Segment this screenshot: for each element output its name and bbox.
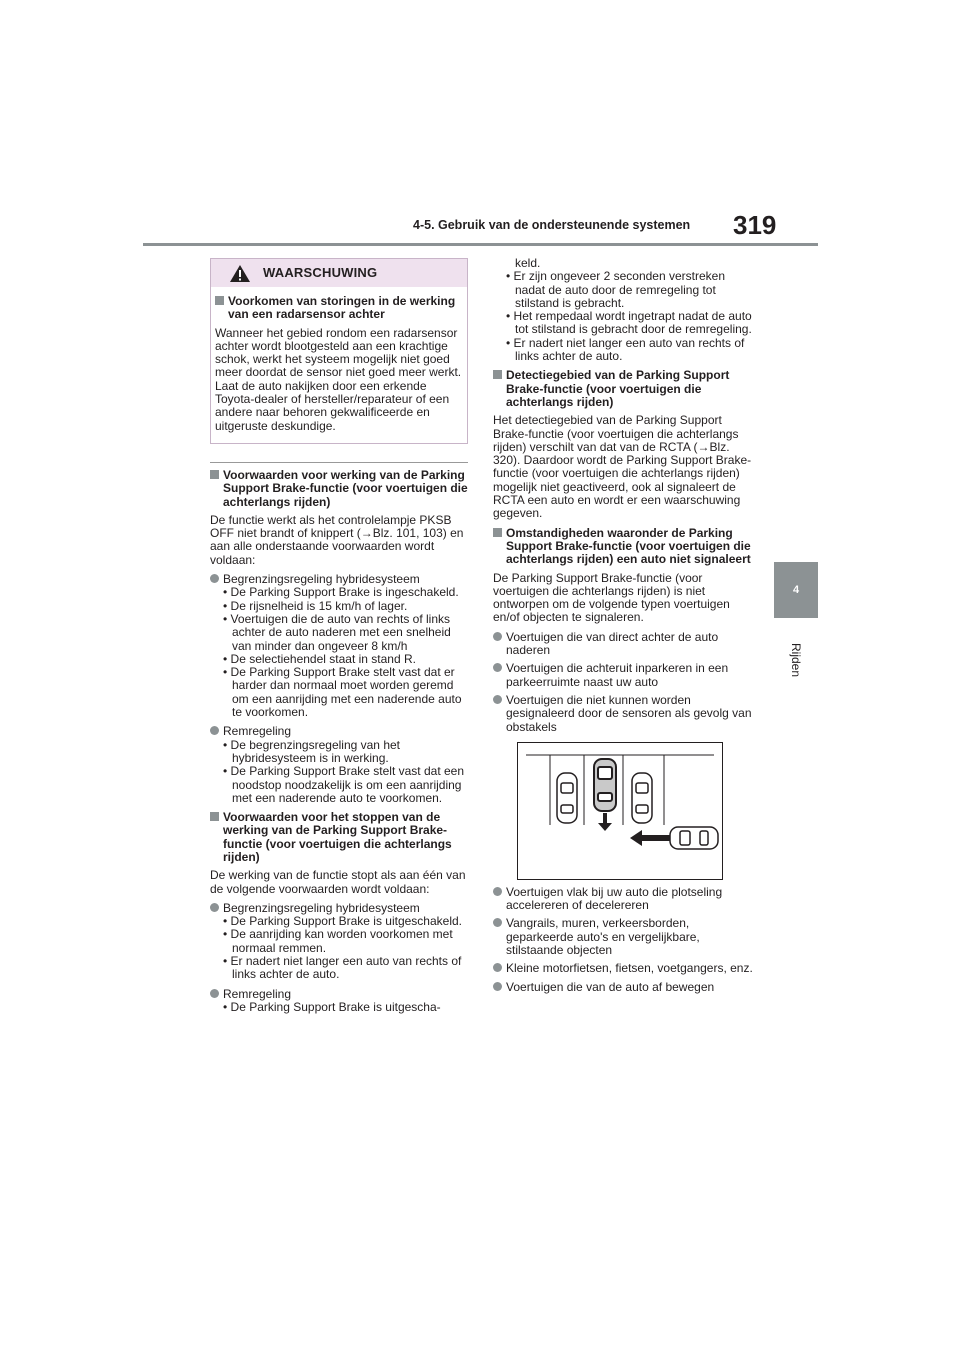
square-bullet-icon <box>215 296 224 305</box>
bullet-text: Voertuigen die niet kunnen worden gesignaleerd door de sensoren als gevolg van obstakels <box>506 692 752 734</box>
bullet-item <box>210 902 468 915</box>
warning-box <box>210 258 468 444</box>
bullet-item <box>493 662 755 689</box>
warning-text: Wanneer het gebied rondom een radarsensor achter wordt blootgesteld aan een krachtige schok, werkt het systeem mogelijk niet goed meer doordat de sensor niet goed meer werkt. Laat de auto nakijken door een erkende Toyota-dealer of hersteller/reparateur of een andere naar behoren gekwalificeerde en uitgeruste deskundige. <box>215 325 462 433</box>
arrow-left-icon <box>630 830 672 846</box>
header-rule <box>143 243 818 246</box>
paragraph: De werking van de functie stopt als aan één van de volgende voorwaarden wordt voldaan: <box>210 868 466 896</box>
bullet-item <box>493 694 755 734</box>
sub-item: • De selectiehendel staat in stand R. <box>223 651 416 666</box>
right-column <box>493 257 755 999</box>
sub-item-text: Voertuigen die de auto van rechts of links achter de auto naderen met een snelheid van minder dan ongeveer 8 km/h <box>230 611 451 653</box>
sub-item-text: Er zijn ongeveer 2 seconden verstreken nadat de auto door de remregeling tot stilstand is gebracht. <box>513 269 725 310</box>
bullet-text: Begrenzingsregeling hybridesysteem <box>223 572 420 587</box>
parking-illustration <box>517 742 723 880</box>
sub-item: • Er nadert niet langer een auto van rechts of links achter de auto. <box>223 954 462 982</box>
bullet-text: Vangrails, muren, verkeersborden, geparkeerde auto's en vergelijkbare, stilstaande objecten <box>506 916 700 957</box>
page-number: 319 <box>733 210 777 240</box>
round-bullet-icon <box>493 632 502 641</box>
section-title: 4-5. Gebruik van de ondersteunende systemen <box>413 218 691 232</box>
bullet-item <box>493 886 755 913</box>
chapter-label-text: Rijden <box>789 642 803 678</box>
section-heading-text: Voorwaarden voor werking van de Parking Support Brake-functie (voor voertuigen die achterlangs rijden) <box>223 467 468 509</box>
own-car <box>594 759 616 811</box>
sub-item: • De begrenzingsregeling van het hybridesysteem is in werking. <box>223 737 400 765</box>
bullet-text: Remregeling <box>223 986 292 1001</box>
section-heading <box>493 527 755 567</box>
section-heading-text: Detectiegebied van de Parking Support Brake-functie (voor voertuigen die achterlangs rijden) <box>506 368 730 409</box>
section-heading <box>493 369 755 409</box>
warning-title: WAARSCHUWING <box>263 265 378 281</box>
round-bullet-icon <box>493 887 502 896</box>
square-bullet-icon <box>210 470 219 479</box>
section-heading <box>210 469 468 509</box>
sub-item-text: De Parking Support Brake stelt vast dat een noodstop noodzakelijk is om een aanrijding met een naderende auto te voorkomen. <box>230 764 465 805</box>
bullet-item <box>493 962 755 975</box>
continued-text: keld. <box>515 256 541 270</box>
bullet-item <box>210 573 468 586</box>
arrow-down-icon <box>598 813 612 831</box>
sub-item-text: De begrenzingsregeling van het hybridesysteem is in werking. <box>230 737 400 765</box>
sub-item-text: De Parking Support Brake is ingeschakeld. <box>230 585 459 600</box>
round-bullet-icon <box>210 903 219 912</box>
bullet-text: Voertuigen vlak bij uw auto die plotseling accelereren of decelereren <box>506 884 723 913</box>
sub-item: • Voertuigen die de auto van rechts of links achter de auto naderen met een snelheid van minder dan ongeveer 8 km/h <box>223 611 451 653</box>
round-bullet-icon <box>210 726 219 735</box>
left-column <box>210 258 468 1014</box>
sub-item-text: De selectiehendel staat in stand R. <box>230 651 416 666</box>
sub-item-text: De Parking Support Brake is uitgeschakeld. <box>230 914 463 929</box>
bullet-text: Voertuigen die van direct achter de auto naderen <box>506 629 719 658</box>
parked-car-right <box>632 773 652 823</box>
sub-item: • De Parking Support Brake stelt vast dat er harder dan normaal moet worden geremd om een aanrijding met een naderende auto te voorkomen. <box>223 665 462 720</box>
bullet-text: Remregeling <box>223 724 292 739</box>
parked-car-left <box>557 773 577 823</box>
square-bullet-icon <box>210 812 219 821</box>
chapter-tab: 4 <box>774 562 818 618</box>
round-bullet-icon <box>210 574 219 583</box>
sub-item-text: Er nadert niet langer een auto van rechts of links achter de auto. <box>230 954 462 982</box>
paragraph: De Parking Support Brake-functie (voor voertuigen die achterlangs rijden) is niet ontworpen om de volgende typen voertuigen en/of objecten te signaleren. <box>493 570 730 625</box>
sub-item-text: De rijsnelheid is 15 km/h of lager. <box>230 598 408 613</box>
paragraph: De functie werkt als het controlelampje PKSB OFF niet brandt of knippert (→Blz. 101, 103) en aan alle onderstaande voorwaarden wordt voldaan: <box>210 512 464 567</box>
sub-item: • De rijsnelheid is 15 km/h of lager. <box>223 598 408 613</box>
warning-heading <box>215 295 463 322</box>
bullet-text: Voertuigen die van de auto af bewegen <box>506 979 715 994</box>
warning-header <box>211 259 467 287</box>
bullet-item <box>210 988 468 1001</box>
warning-triangle-icon <box>229 264 251 283</box>
round-bullet-icon <box>493 695 502 704</box>
parking-diagram <box>518 743 722 879</box>
warning-heading-text: Voorkomen van storingen in de werking van een radarsensor achter <box>228 294 456 322</box>
round-bullet-icon <box>493 918 502 927</box>
bullet-item <box>210 725 468 738</box>
sub-item: • De Parking Support Brake is uitgescha- <box>223 999 441 1014</box>
sub-item: • Het rempedaal wordt ingetrapt nadat de auto tot stilstand is gebracht door de remregeling. <box>506 309 752 337</box>
section-heading-text: Omstandigheden waaronder de Parking Support Brake-functie (voor voertuigen die achterlangs rijden) een auto niet signaleert <box>506 525 751 567</box>
bullet-text: Begrenzingsregeling hybridesysteem <box>223 900 420 915</box>
square-bullet-icon <box>493 528 502 537</box>
section-heading <box>210 811 468 864</box>
sub-item-text: Het rempedaal wordt ingetrapt nadat de auto tot stilstand is gebracht door de remregeling. <box>513 309 752 337</box>
chapter-label <box>774 630 818 690</box>
round-bullet-icon <box>210 989 219 998</box>
square-bullet-icon <box>493 370 502 379</box>
section-divider <box>210 462 468 463</box>
round-bullet-icon <box>493 982 502 991</box>
bullet-item <box>493 981 755 994</box>
warning-body <box>211 287 467 443</box>
paragraph: Het detectiegebied van de Parking Support Brake-functie (voor voertuigen die achterlangs rijden) verschilt van dat van de RCTA (→Blz. 320). Daardoor wordt de Parking Support Brake-functie (voor voertuigen die achterlangs rijden) mogelijk niet geactiveerd, ook al signaleert de RCTA een auto en wordt er een waarschuwing gegeven. <box>493 413 752 521</box>
section-heading-text: Voorwaarden voor het stoppen van de werking van de Parking Support Brake-functie (voor voertuigen die achterlangs rijden) <box>223 810 452 864</box>
bullet-item <box>493 631 755 658</box>
sub-item-text: Er nadert niet langer een auto van rechts of links achter de auto. <box>513 335 745 364</box>
bullet-text: Kleine motorfietsen, fietsen, voetgangers, enz. <box>506 961 753 976</box>
round-bullet-icon <box>493 663 502 672</box>
sub-item: • De aanrijding kan worden voorkomen met normaal remmen. <box>223 927 453 955</box>
approaching-car <box>670 827 718 849</box>
sub-item: • De Parking Support Brake is ingeschakeld. <box>223 585 459 600</box>
sub-item: • Er nadert niet langer een auto van rechts of links achter de auto. <box>506 335 745 364</box>
sub-item: • De Parking Support Brake stelt vast dat een noodstop noodzakelijk is om een aanrijding met een naderende auto te voorkomen. <box>223 764 465 805</box>
sub-item: • Er zijn ongeveer 2 seconden verstreken nadat de auto door de remregeling tot stilstand is gebracht. <box>506 269 725 310</box>
round-bullet-icon <box>493 963 502 972</box>
bullet-item <box>493 917 755 957</box>
bullet-text: Voertuigen die achteruit inparkeren in een parkeerruimte naast uw auto <box>506 661 729 689</box>
sub-item-text: De aanrijding kan worden voorkomen met normaal remmen. <box>230 927 453 955</box>
sub-item-text: De Parking Support Brake is uitgescha- <box>230 999 441 1014</box>
sub-item-text: De Parking Support Brake stelt vast dat er harder dan normaal moet worden geremd om een aanrijding met een naderende auto te voorkomen. <box>230 665 462 720</box>
sub-item: • De Parking Support Brake is uitgeschakeld. <box>223 914 463 929</box>
